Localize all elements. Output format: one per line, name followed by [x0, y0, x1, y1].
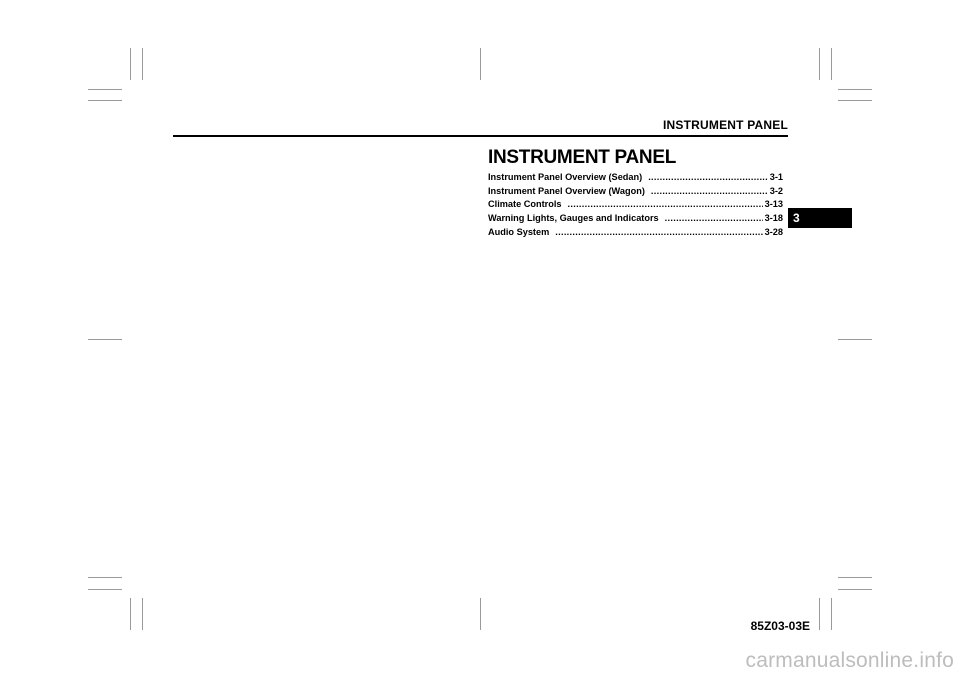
- toc-leader-dots: [568, 198, 763, 212]
- running-header: INSTRUMENT PANEL: [663, 118, 788, 132]
- toc-entry-label: Audio System: [488, 226, 550, 237]
- crop-mark: [142, 48, 143, 80]
- crop-mark: [142, 598, 143, 630]
- crop-mark: [838, 100, 872, 101]
- toc-entry-label: Instrument Panel Overview (Wagon): [488, 185, 645, 196]
- toc-entry[interactable]: [488, 212, 783, 226]
- crop-mark: [130, 48, 131, 80]
- toc-entry-label: Climate Controls: [488, 199, 562, 210]
- crop-mark: [838, 89, 872, 90]
- watermark[interactable]: carmanualsonline.info: [745, 649, 954, 672]
- crop-mark: [130, 598, 131, 630]
- document-code: 85Z03-03E: [750, 619, 810, 633]
- chapter-number: 3: [793, 211, 800, 225]
- section-title: INSTRUMENT PANEL: [488, 147, 677, 168]
- crop-mark: [88, 100, 122, 101]
- crop-mark: [480, 48, 481, 80]
- chapter-tab: [788, 208, 852, 228]
- crop-mark: [838, 577, 872, 578]
- toc-entry[interactable]: [488, 171, 783, 185]
- toc-entry[interactable]: [488, 185, 783, 199]
- toc-leader-dots: [651, 185, 768, 199]
- crop-mark: [88, 89, 122, 90]
- crop-mark: [838, 589, 872, 590]
- crop-mark: [819, 598, 820, 630]
- toc-entry-page: 3-18: [764, 213, 783, 224]
- toc-leader-dots: [648, 171, 768, 185]
- crop-mark: [88, 339, 122, 340]
- crop-mark: [88, 577, 122, 578]
- toc-entry-page: 3-1: [769, 172, 783, 182]
- crop-mark: [831, 48, 832, 80]
- header-rule: [173, 135, 788, 137]
- crop-mark: [831, 598, 832, 630]
- toc-leader-dots: [555, 226, 762, 240]
- toc-leader-dots: [665, 212, 763, 226]
- crop-mark: [480, 598, 481, 630]
- toc-entry[interactable]: [488, 226, 783, 240]
- table-of-contents: [488, 171, 783, 240]
- toc-entry-page: 3-28: [764, 226, 783, 237]
- crop-mark: [838, 339, 872, 340]
- crop-mark: [88, 589, 122, 590]
- toc-entry-label: Warning Lights, Gauges and Indicators: [488, 213, 659, 224]
- toc-entry-label: Instrument Panel Overview (Sedan): [488, 172, 643, 182]
- toc-entry-page: 3-2: [769, 185, 783, 196]
- crop-mark: [819, 48, 820, 80]
- toc-entry[interactable]: [488, 198, 783, 212]
- toc-entry-page: 3-13: [764, 199, 783, 210]
